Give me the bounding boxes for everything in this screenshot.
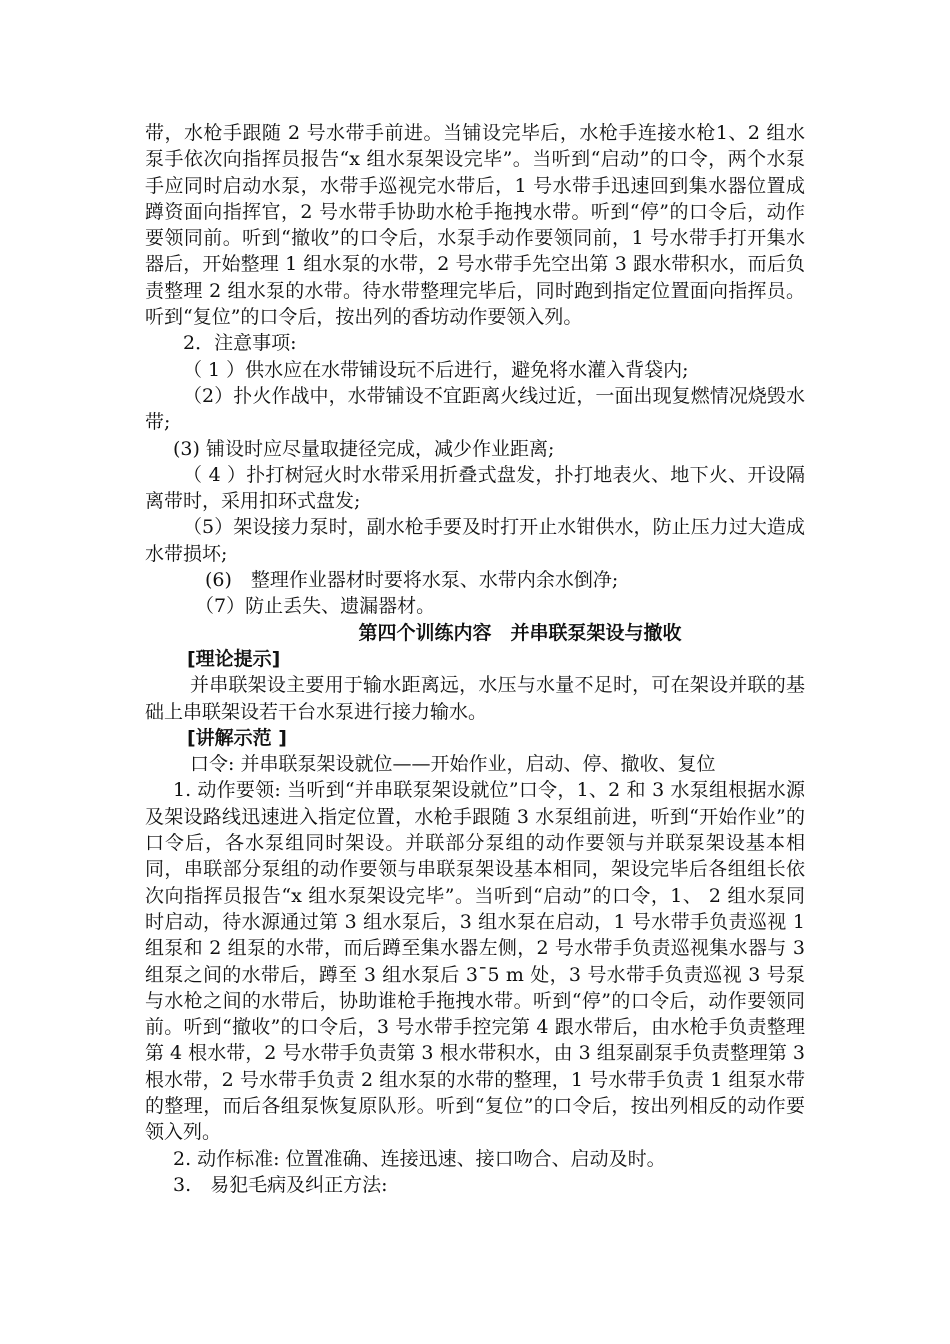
section-title: 第四个训练内容 并串联泵架设与撤收 <box>358 621 682 644</box>
note-item-3: (3) 铺设时应尽量取捷径完成，减少作业距离; <box>173 437 555 460</box>
heading-demo: [讲解示范 ] <box>187 726 287 749</box>
paragraph-commands: 口令: 并串联泵架设就位——开始作业，启动、停、撤收、复位 <box>190 753 716 776</box>
heading-notes: 2．注意事项: <box>183 332 297 355</box>
note-item-1: （ 1 ）供水应在水带铺设玩不后进行，避免将水灌入背袋内; <box>183 358 689 381</box>
note-item-6: (6) 整理作业器材时要将水泵、水带内余水倒净; <box>205 569 619 592</box>
paragraph-action-essentials: 1. 动作要领: 当听到“并串联泵架设就位”口令，1、2 和 3 水泵组根据水源及架设路线迅速进入指定位置，水枪手跟随 3 水泵组前进，听到“开始作业”的口令后，各水泵组同时架设。并联部分泵组的动作要领与并联泵架设基本相同，串联部分泵组的动作要领与串联泵架设基本相同，架设完毕后各组组长依次向指挥员报告“x 组水泵架设完毕”。当听到“启动”的口令，1、 2 组水泵同时启动，待水源通过第 3 组水泵后，3 组水泵在启动，1 号水带手负责巡视 1 组泵和 2 组泵的水带，而后蹲至集水器左侧，2 号水带手负责巡视集水器与 3 组泵之间的水带后，蹲至 3 组水泵后 3¯5 m 处，3 号水带手负责巡视 3 号泵与水枪之间的水带后，协助谁枪手拖拽水带。听到“停”的口令后，动作要领同前。听到“撤收”的口令后，3 号水带手控完第 4 跟水带后，由水枪手负责整理第 4 根水带，2 号水带手负责第 3 根水带积水，由 3 组泵副泵手负责整理第 3 根水带，2 号水带手负责 2 组水泵的水带的整理，1 号水带手负责 1 组泵水带的整理，而后各组泵恢复原队形。听到“复位”的口令后，按出列相反的动作要领入列。 <box>145 779 805 1144</box>
heading-theory: [理论提示] <box>187 647 281 670</box>
paragraph-pump-deploy-continued: 带，水枪手跟随 2 号水带手前进。当铺设完毕后，水枪手连接水枪1、2 组水泵手依次向指挥员报告“x 组水泵架设完毕”。当听到“启动”的口令，两个水泵手应同时启动水泵，水带手巡视完水带后，1 号水带手迅速回到集水器位置成蹲资面向指挥官，2 号水带手协助水枪手拖拽水带。听到“停”的口令后，动作要领同前。听到“撤收”的口令后，水泵手动作要领同前，1 号水带手打开集水器后，开始整理 1 组水泵的水带，2 号水带手先空出第 3 跟水带积水，而后负责整理 2 组水泵的水带。待水带整理完毕后，同时跑到指定位置面向指挥员。听到“复位”的口令后，按出列的香坊动作要领入列。 <box>145 122 805 329</box>
paragraph-common-errors: 3. 易犯毛病及纠正方法: <box>173 1173 388 1196</box>
note-item-7: （7）防止丢失、遗漏器材。 <box>195 595 436 618</box>
note-item-5: （5）架设接力泵时，副水枪手要及时打开止水钳供水，防止压力过大造成水带损坏; <box>145 516 805 565</box>
paragraph-action-standard: 2. 动作标准: 位置准确、连接迅速、接口吻合、启动及时。 <box>173 1147 666 1170</box>
note-item-2: （2）扑火作战中，水带铺设不宜距离火线过近，一面出现复燃情况烧毁水带; <box>145 384 805 434</box>
paragraph-theory: 并串联架设主要用于输水距离远，水压与水量不足时，可在架设并联的基础上串联架设若干台水泵进行接力输水。 <box>145 674 805 723</box>
document-page <box>145 120 805 1198</box>
note-item-4: （ 4 ）扑打树冠火时水带采用折叠式盘发，扑打地表火、地下火、开设隔离带时，采用扣环式盘发; <box>145 463 805 513</box>
